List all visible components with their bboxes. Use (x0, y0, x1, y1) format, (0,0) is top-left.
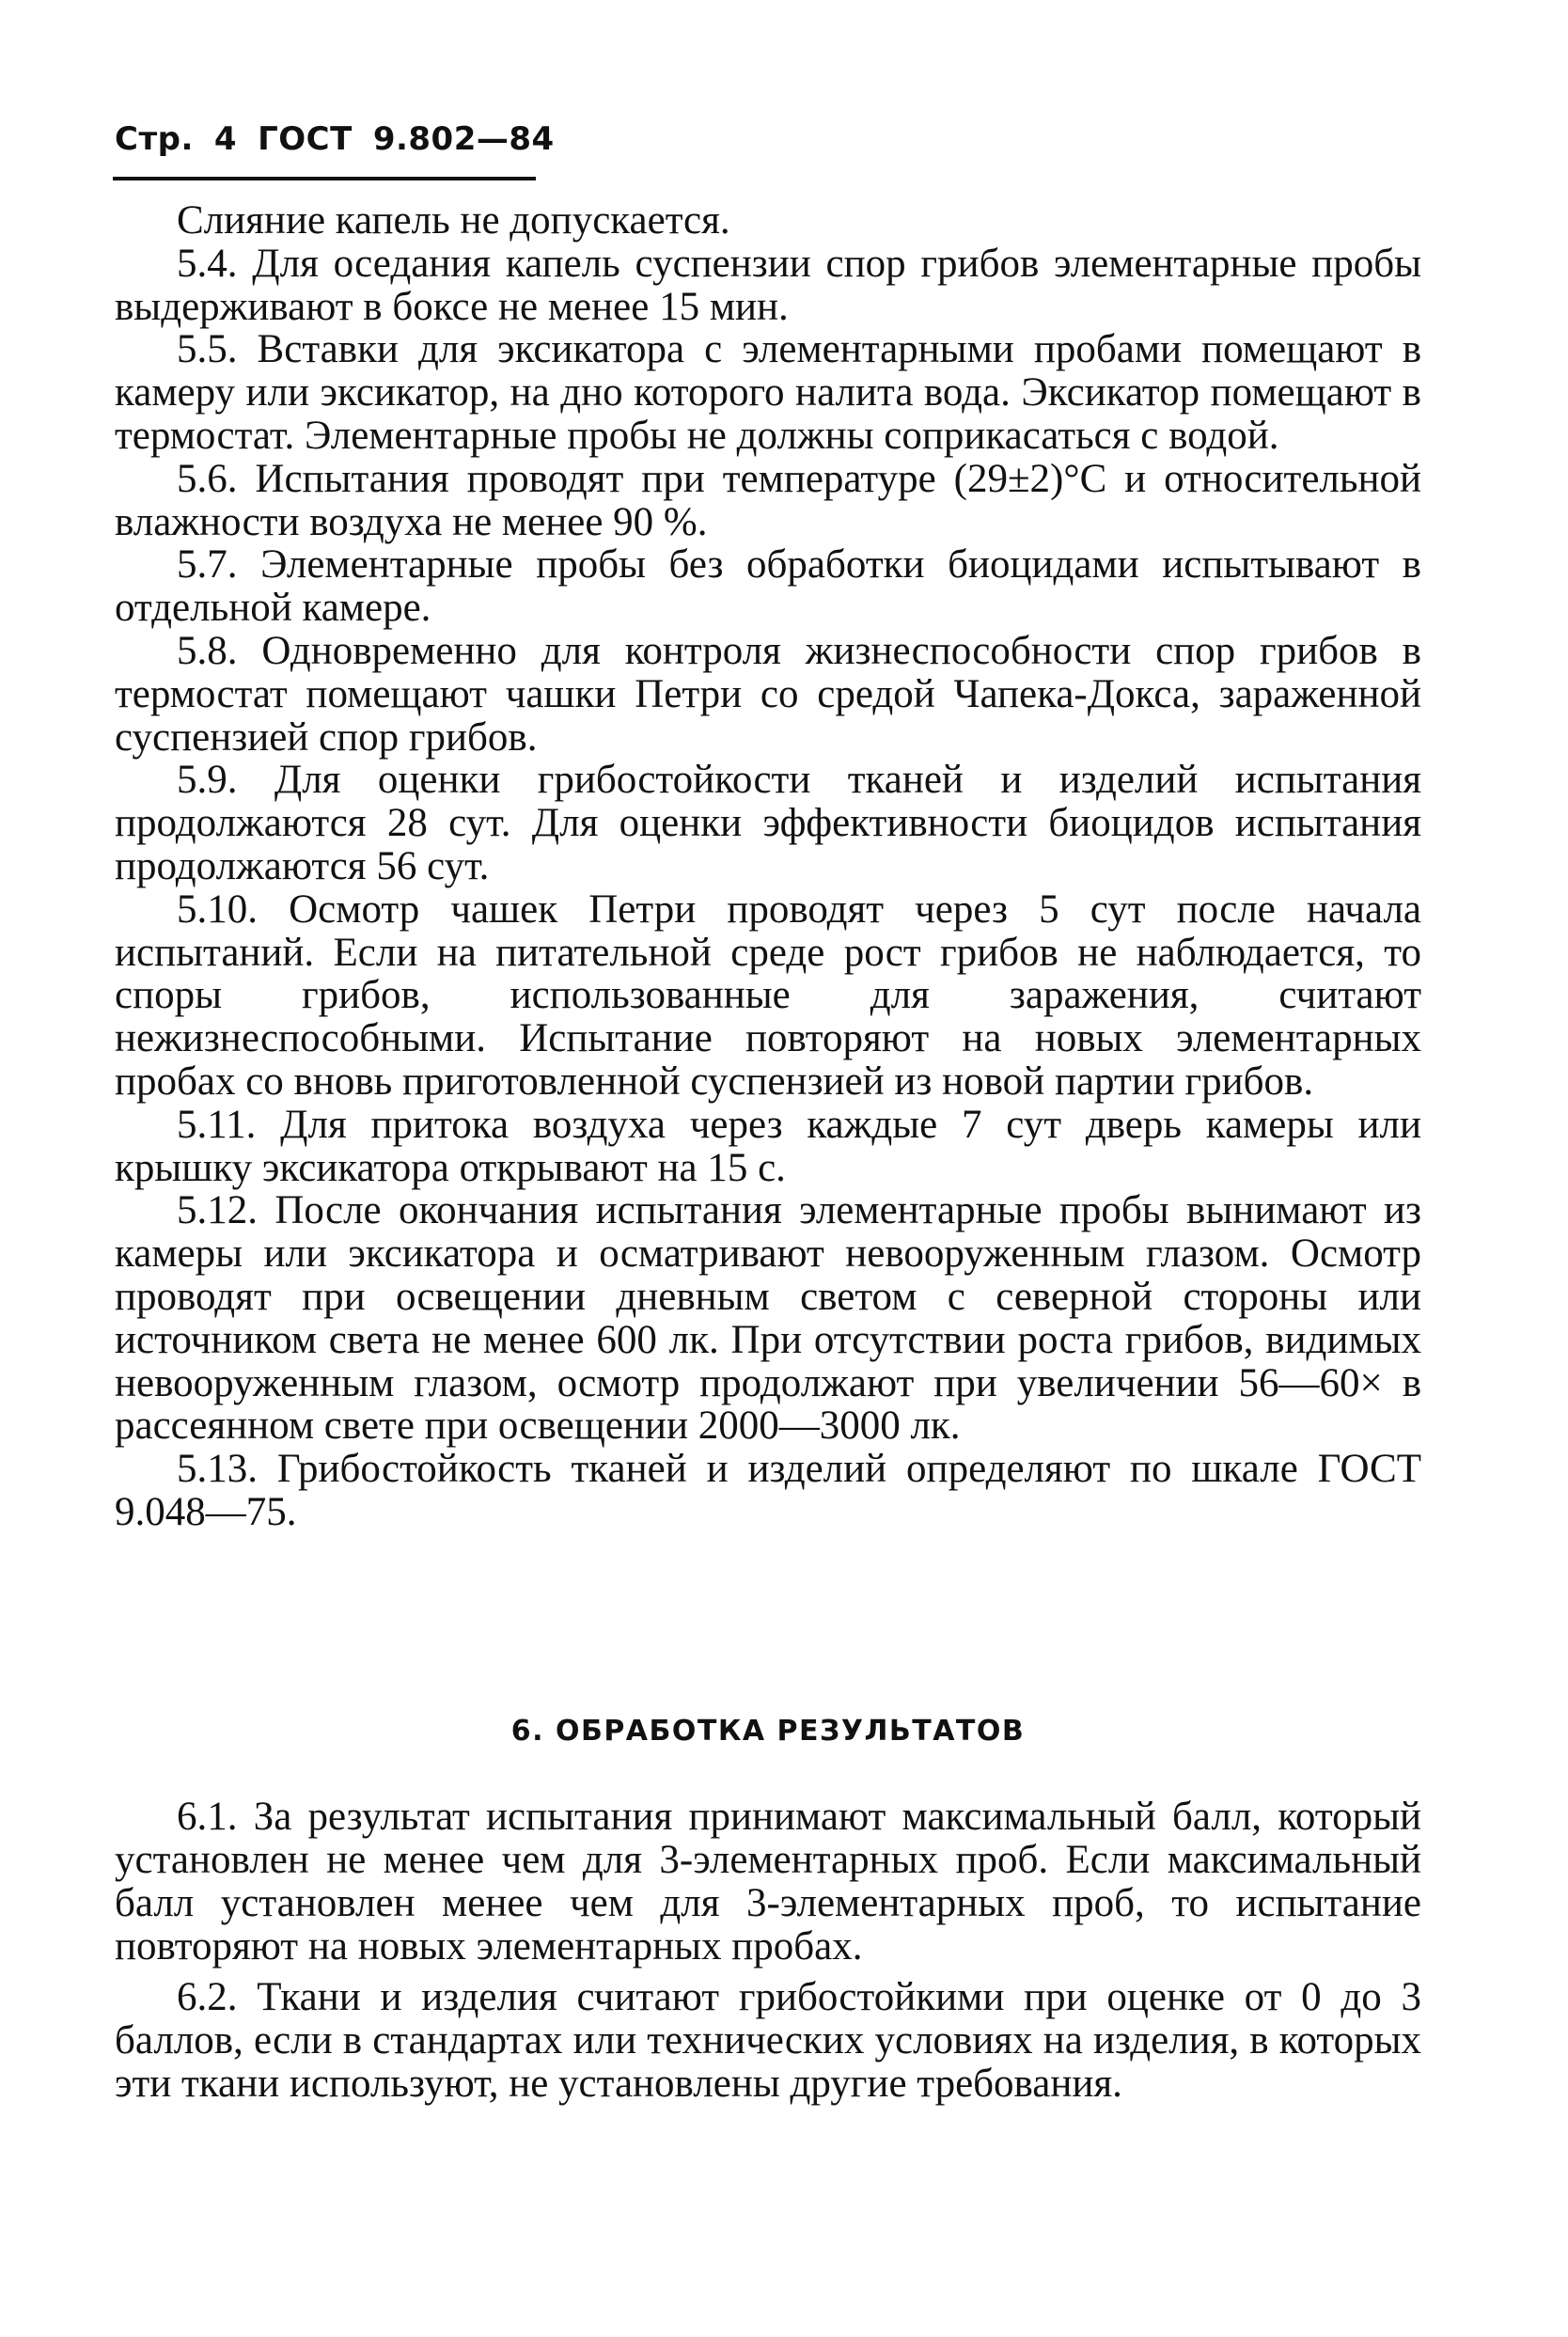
paragraph-6-1: 6.1. За результат испытания принимают максимальный балл, который установлен не менее чем для 3-элементарных проб. Если максимальный балл установлен менее чем для 3-элементарных проб, то испытание повторяют на новых элементарных пробах. (115, 1795, 1421, 1968)
paragraph-5-7: 5.7. Элементарные пробы без обработки биоцидами испытывают в отдельной камере. (115, 542, 1421, 631)
paragraph-5-10: 5.10. Осмотр чашек Петри проводят через 5 сут после начала испытаний. Если на питательной среде рост грибов не наблюдается, то споры грибов, использованные для заражения, считают нежизнеспособными. Испытание повторяют на новых элементарных пробах со вновь приготовленной суспензией из новой партии грибов. (115, 886, 1421, 1104)
section-6-text (115, 1796, 1421, 2113)
page-header (115, 120, 575, 158)
paragraph-5-6: 5.6. Испытания проводят при температуре (29±2)°С и относительной влажности воздуха не менее 90 %. (115, 456, 1421, 544)
paragraph-merge-note: Слияние капель не допускается. (177, 198, 730, 243)
page-label: Стр. (115, 120, 194, 158)
paragraph-6-2: 6.2. Ткани и изделия считают грибостойкими при оценке от 0 до 3 баллов, если в стандартах или технических условиях на изделия, в которых эти ткани используют, не установлены другие требования. (115, 1975, 1421, 2106)
paragraph-5-11: 5.11. Для притока воздуха через каждые 7 сут дверь камеры или крышку эксикатора открывают на 15 с. (115, 1102, 1421, 1190)
standard-number: 9.802—84 (372, 120, 555, 158)
paragraph-5-8: 5.8. Одновременно для контроля жизнеспособности спор грибов в термостат помещают чашки Петри со средой Чапека-Докса, зараженной суспензией спор грибов. (115, 628, 1421, 760)
page-number: 4 (213, 120, 238, 158)
body-text (115, 199, 1421, 1534)
standard-label: ГОСТ (258, 120, 353, 158)
paragraph-5-9: 5.9. Для оценки грибостойкости тканей и изделий испытания продолжаются 28 сут. Для оценки эффективности биоцидов испытания продолжаются 56 сут. (115, 758, 1421, 888)
paragraph-5-5: 5.5. Вставки для эксикатора с элементарными пробами помещают в камеру или эксикатор, на дно которого налита вода. Эксикатор помещают в термостат. Элементарные пробы не должны соприкасаться с водой. (115, 327, 1421, 458)
header-rule (113, 177, 536, 180)
paragraph-5-12: 5.12. После окончания испытания элементарные пробы вынимают из камеры или эксикатора и осматривают невооруженным глазом. Осмотр проводят при освещении дневным светом с северной стороны или источником света не менее 600 лк. При отсутствии роста грибов, видимых невооруженным глазом, осмотр продолжают при увеличении 56—60× в рассеянном свете при освещении 2000—3000 лк. (115, 1188, 1421, 1449)
paragraph-5-13: 5.13. Грибостойкость тканей и изделий определяют по шкале ГОСТ 9.048—75. (115, 1447, 1421, 1534)
paragraph-5-4: 5.4. Для оседания капель суспензии спор грибов элементарные пробы выдерживают в боксе не менее 15 мин. (115, 241, 1421, 329)
section-6-title: 6. ОБРАБОТКА РЕЗУЛЬТАТОВ (510, 1715, 1026, 1748)
